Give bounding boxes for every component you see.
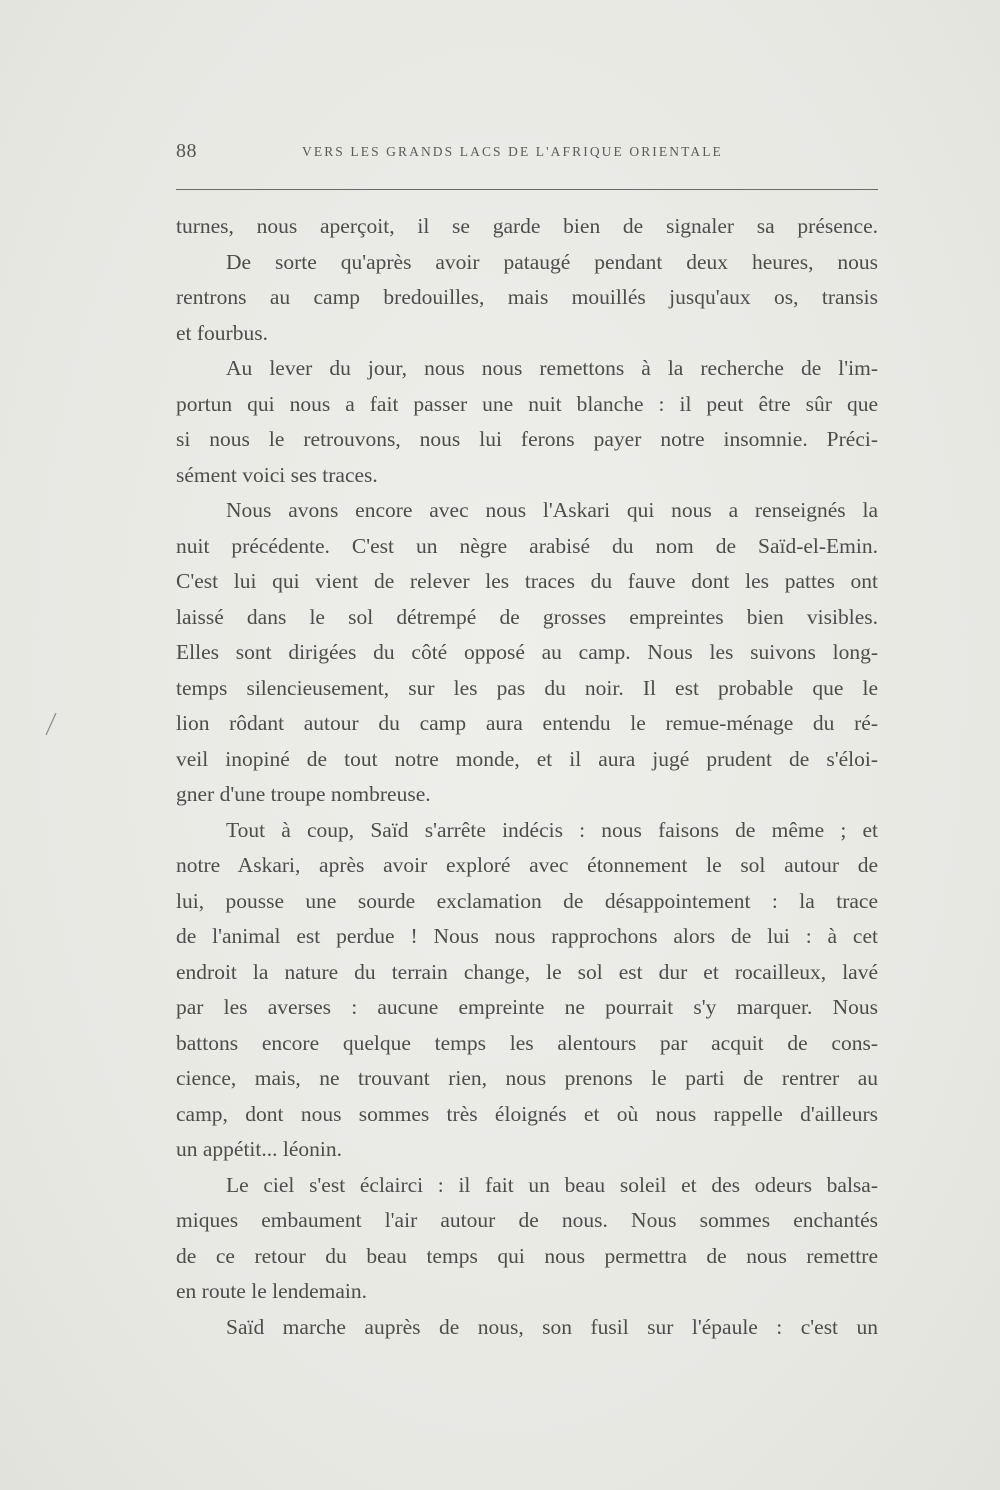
body-text — [176, 209, 878, 1345]
text-line: cience, mais, ne trouvant rien, nous prenons le parti de rentrer au — [176, 1066, 878, 1090]
text-line: Tout à coup, Saïd s'arrête indécis : nous faisons de même ; et — [226, 817, 878, 842]
margin-pencil-mark — [44, 712, 58, 736]
text-line: Nous avons encore avec nous l'Askari qui nous a renseignés la — [226, 498, 878, 522]
text-line: un appétit... léonin. — [176, 1137, 342, 1161]
running-title: VERS LES GRANDS LACS DE L'AFRIQUE ORIENTALE — [302, 144, 723, 159]
text-line: lion rôdant autour du camp aura entendu le remue-ménage du ré- — [176, 711, 878, 735]
text-line: Le ciel s'est éclairci : il fait un beau soleil et des odeurs balsa- — [226, 1172, 878, 1197]
text-line: temps silencieusement, sur les pas du noir. Il est probable que le — [176, 675, 878, 700]
text-line: par les averses : aucune empreinte ne pourrait s'y marquer. Nous — [176, 995, 878, 1019]
text-line: de l'animal est perdue ! Nous nous rapprochons alors de lui : à cet — [176, 924, 878, 948]
text-line: turnes, nous aperçoit, il se garde bien de signaler sa présence. — [176, 214, 878, 238]
text-line: nuit précédente. C'est un nègre arabisé du nom de Saïd-el-Emin. — [176, 533, 878, 558]
text-line: notre Askari, après avoir exploré avec étonnement le sol autour de — [176, 853, 878, 877]
text-line: de ce retour du beau temps qui nous permettra de nous remettre — [176, 1243, 878, 1268]
text-line: Elles sont dirigées du côté opposé au camp. Nous les suivons long- — [176, 640, 878, 664]
text-line: C'est lui qui vient de relever les traces du fauve dont les pattes ont — [176, 569, 878, 593]
text-line: miques embaument l'air autour de nous. Nous sommes enchantés — [176, 1208, 878, 1232]
text-line: Au lever du jour, nous nous remettons à la recherche de l'im- — [226, 356, 878, 380]
text-line: battons encore quelque temps les alentours par acquit de cons- — [176, 1030, 878, 1055]
text-line: endroit la nature du terrain change, le sol est dur et rocailleux, lavé — [176, 959, 878, 984]
page-number: 88 — [176, 140, 197, 162]
text-line: si nous le retrouvons, nous lui ferons payer notre insomnie. Préci- — [176, 427, 878, 451]
text-line: Saïd marche auprès de nous, son fusil sur l'épaule : c'est un — [226, 1314, 878, 1339]
page-header — [176, 140, 878, 170]
text-line: sément voici ses traces. — [176, 462, 378, 487]
text-line: camp, dont nous sommes très éloignés et où nous rappelle d'ailleurs — [176, 1101, 878, 1126]
text-line: en route le lendemain. — [176, 1279, 368, 1303]
text-line: gner d'une troupe nombreuse. — [176, 782, 431, 806]
text-line: portun qui nous a fait passer une nuit blanche : il peut être sûr que — [176, 391, 878, 416]
text-line: rentrons au camp bredouilles, mais mouillés jusqu'aux os, transis — [176, 285, 878, 309]
header-rule — [176, 189, 878, 190]
text-line: De sorte qu'après avoir pataugé pendant deux heures, nous — [226, 249, 878, 274]
text-line: et fourbus. — [176, 320, 268, 345]
text-line: lui, pousse une sourde exclamation de désappointement : la trace — [176, 888, 878, 913]
text-line: veil inopiné de tout notre monde, et il aura jugé prudent de s'éloi- — [176, 746, 878, 771]
text-line: laissé dans le sol détrempé de grosses empreintes bien visibles. — [176, 604, 878, 629]
